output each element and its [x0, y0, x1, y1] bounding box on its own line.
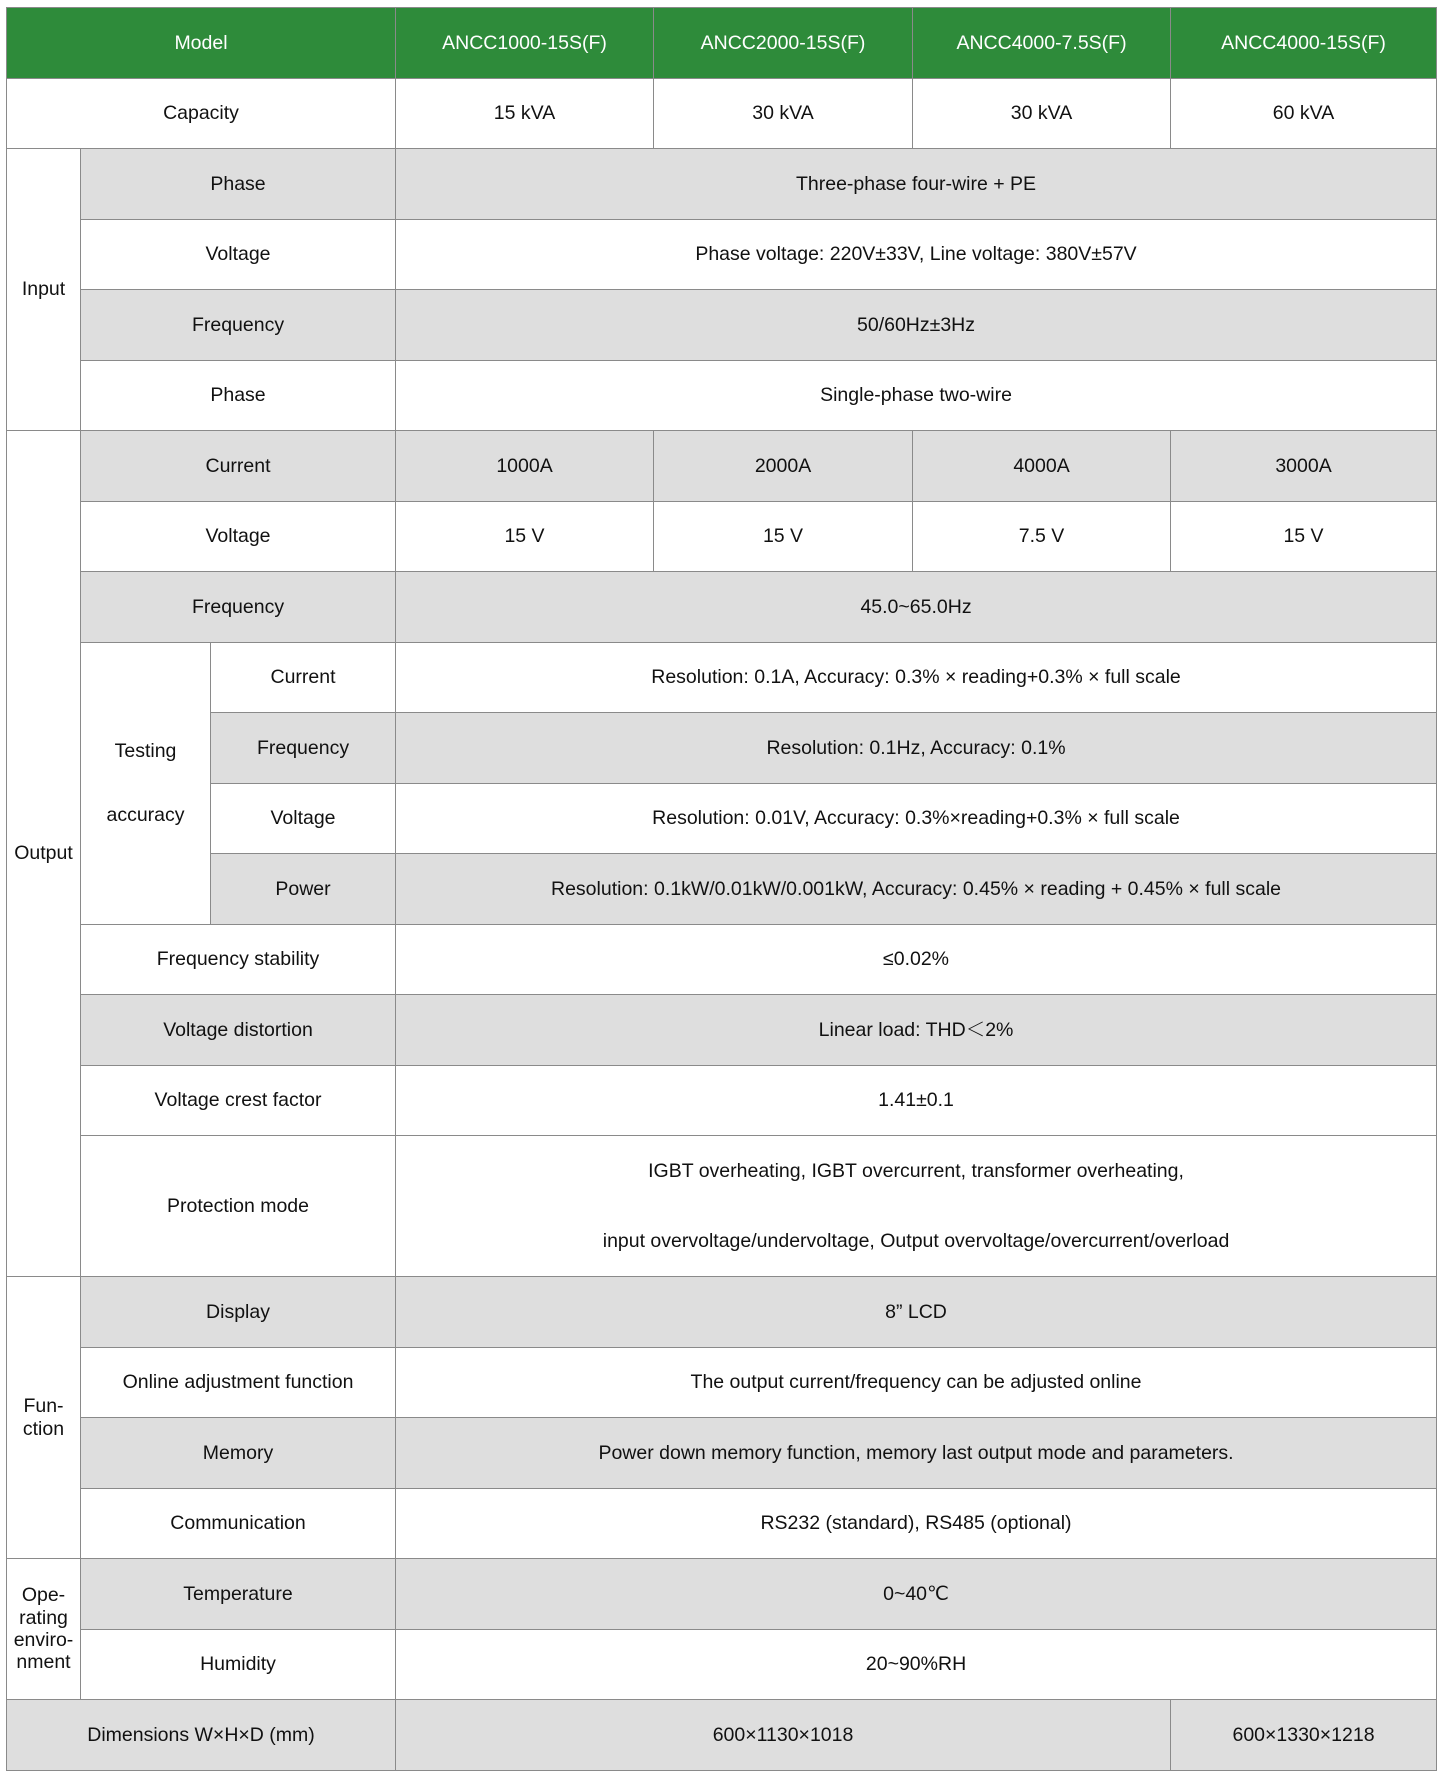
- protection-line2: input overvoltage/undervoltage, Output overvoltage/overcurrent/overload: [602, 1230, 1230, 1252]
- environment-group-line1: Ope-: [21, 1584, 66, 1607]
- environment-group-line4: nment: [16, 1651, 71, 1674]
- memory-row: [7, 1418, 1437, 1489]
- input-frequency-row: [7, 290, 1437, 361]
- display-label: Display: [81, 1277, 396, 1348]
- crest-factor-row: [7, 1065, 1437, 1136]
- testing-frequency-value: Resolution: 0.1Hz, Accuracy: 0.1%: [396, 713, 1437, 784]
- temperature-label: Temperature: [81, 1559, 396, 1630]
- communication-value: RS232 (standard), RS485 (optional): [396, 1488, 1437, 1559]
- display-row: [7, 1277, 1437, 1348]
- protection-value: [396, 1136, 1437, 1277]
- communication-label: Communication: [81, 1488, 396, 1559]
- output-frequency-value: 45.0~65.0Hz: [396, 572, 1437, 643]
- voltage-distortion-row: [7, 995, 1437, 1066]
- model-2: ANCC2000-15S(F): [654, 8, 913, 79]
- input-phase2-value: Single-phase two-wire: [396, 360, 1437, 431]
- dimensions-value-b: 600×1330×1218: [1171, 1700, 1437, 1771]
- humidity-row: [7, 1629, 1437, 1700]
- display-value: 8” LCD: [396, 1277, 1437, 1348]
- dimensions-row: [7, 1700, 1437, 1771]
- testing-voltage-label: Voltage: [211, 783, 396, 854]
- input-voltage-label: Voltage: [81, 219, 396, 290]
- protection-label: Protection mode: [81, 1136, 396, 1277]
- output-voltage-value-1: 15 V: [396, 501, 654, 572]
- output-frequency-row: [7, 572, 1437, 643]
- freq-stability-value: ≤0.02%: [396, 924, 1437, 995]
- freq-stability-row: [7, 924, 1437, 995]
- testing-power-value: Resolution: 0.1kW/0.01kW/0.001kW, Accuracy: 0.45% × reading + 0.45% × full scale: [396, 854, 1437, 925]
- crest-factor-value: 1.41±0.1: [396, 1065, 1437, 1136]
- output-voltage-row: [7, 501, 1437, 572]
- environment-group-line3: enviro-: [13, 1629, 74, 1651]
- output-current-value-2: 2000A: [654, 431, 913, 502]
- header-row: [7, 8, 1437, 79]
- input-phase-value: Three-phase four-wire + PE: [396, 149, 1437, 220]
- capacity-value-4: 60 kVA: [1171, 78, 1437, 149]
- humidity-value: 20~90%RH: [396, 1629, 1437, 1700]
- dimensions-label: Dimensions W×H×D (mm): [7, 1700, 396, 1771]
- testing-voltage-row: [7, 783, 1437, 854]
- spec-table: [6, 7, 1437, 1771]
- model-label: Model: [7, 8, 396, 79]
- output-voltage-value-4: 15 V: [1171, 501, 1437, 572]
- testing-current-row: [7, 642, 1437, 713]
- spec-table-container: [6, 7, 1437, 1771]
- output-current-value-3: 4000A: [913, 431, 1171, 502]
- input-phase2-row: [7, 360, 1437, 431]
- freq-stability-label: Frequency stability: [81, 924, 396, 995]
- voltage-distortion-value: Linear load: THD＜2%: [396, 995, 1437, 1066]
- input-voltage-value: Phase voltage: 220V±33V, Line voltage: 380V±57V: [396, 219, 1437, 290]
- testing-voltage-value: Resolution: 0.01V, Accuracy: 0.3%×reading+0.3% × full scale: [396, 783, 1437, 854]
- input-phase2-label: Phase: [81, 360, 396, 431]
- communication-row: [7, 1488, 1437, 1559]
- output-voltage-label: Voltage: [81, 501, 396, 572]
- environment-group-line2: rating: [19, 1606, 68, 1629]
- output-voltage-value-3: 7.5 V: [913, 501, 1171, 572]
- function-group-line1: Fun-: [23, 1395, 64, 1418]
- output-current-value-1: 1000A: [396, 431, 654, 502]
- temperature-row: [7, 1559, 1437, 1630]
- output-current-value-4: 3000A: [1171, 431, 1437, 502]
- function-group-line2: ction: [22, 1417, 65, 1440]
- output-current-row: [7, 431, 1437, 502]
- testing-current-value: Resolution: 0.1A, Accuracy: 0.3% × reading+0.3% × full scale: [396, 642, 1437, 713]
- protection-line1: IGBT overheating, IGBT overcurrent, transformer overheating,: [648, 1159, 1184, 1182]
- input-frequency-label: Frequency: [81, 290, 396, 361]
- online-adjust-label: Online adjustment function: [81, 1347, 396, 1418]
- input-voltage-row: [7, 219, 1437, 290]
- voltage-distortion-label: Voltage distortion: [81, 995, 396, 1066]
- input-frequency-value: 50/60Hz±3Hz: [396, 290, 1437, 361]
- input-group-label: Input: [7, 149, 81, 431]
- output-current-label: Current: [81, 431, 396, 502]
- online-adjust-value: The output current/frequency can be adjusted online: [396, 1347, 1437, 1418]
- capacity-row: [7, 78, 1437, 149]
- testing-accuracy-label: [81, 642, 211, 924]
- capacity-value-3: 30 kVA: [913, 78, 1171, 149]
- crest-factor-label: Voltage crest factor: [81, 1065, 396, 1136]
- model-4: ANCC4000-15S(F): [1171, 8, 1437, 79]
- output-group-label: Output: [7, 431, 81, 1277]
- testing-frequency-label: Frequency: [211, 713, 396, 784]
- protection-row-1: [7, 1136, 1437, 1207]
- capacity-value-2: 30 kVA: [654, 78, 913, 149]
- dimensions-value-a: 600×1130×1018: [396, 1700, 1171, 1771]
- input-phase-label: Phase: [81, 149, 396, 220]
- environment-group-label: [7, 1559, 81, 1700]
- capacity-value-1: 15 kVA: [396, 78, 654, 149]
- testing-accuracy-line2: accuracy: [106, 804, 185, 826]
- function-group-label: [7, 1277, 81, 1559]
- online-adjust-row: [7, 1347, 1437, 1418]
- memory-label: Memory: [81, 1418, 396, 1489]
- temperature-value: 0~40℃: [396, 1559, 1437, 1630]
- testing-power-label: Power: [211, 854, 396, 925]
- testing-power-row: [7, 854, 1437, 925]
- output-voltage-value-2: 15 V: [654, 501, 913, 572]
- output-frequency-label: Frequency: [81, 572, 396, 643]
- testing-current-label: Current: [211, 642, 396, 713]
- testing-frequency-row: [7, 713, 1437, 784]
- memory-value: Power down memory function, memory last output mode and parameters.: [396, 1418, 1437, 1489]
- model-3: ANCC4000-7.5S(F): [913, 8, 1171, 79]
- model-1: ANCC1000-15S(F): [396, 8, 654, 79]
- capacity-label: Capacity: [7, 78, 396, 149]
- testing-accuracy-line1: Testing: [114, 739, 177, 762]
- humidity-label: Humidity: [81, 1629, 396, 1700]
- input-phase-row: [7, 149, 1437, 220]
